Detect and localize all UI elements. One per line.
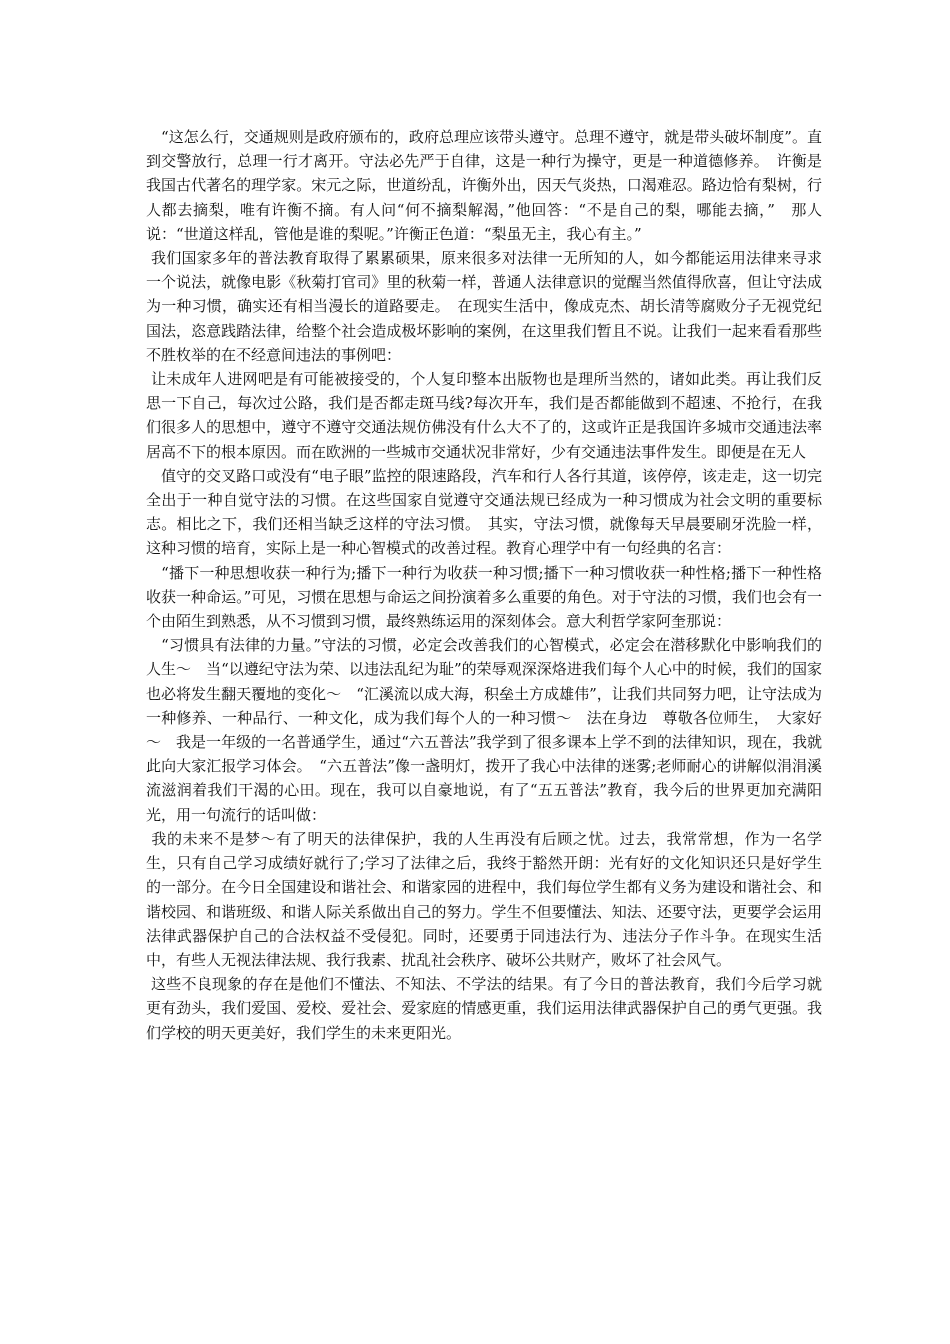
paragraph: 值守的交叉路口或没有“电子眼”监控的限速路段，汽车和行人各行其道，该停停，该走走，这一切完全出于一种自觉守法的习惯。在这些国家自觉遵守交通法规已经成为一种习惯成为社会文明的重要标志。相比之下，我们还相当缺乏这样的守法习惯。 其实，守法习惯，就像每天早晨要刷牙洗脸一样，这种习惯的培育，实际上是一种心智模式的改善过程。教育心理学中有一句经典的名言： — [146, 466, 822, 558]
paragraph: 这些不良现象的存在是他们不懂法、不知法、不学法的结果。有了今日的普法教育，我们今后学习就更有劲头，我们爱国、爱校、爱社会、爱家庭的情感更重，我们运用法律武器保护自己的勇气更强。我们学校的明天更美好，我们学生的未来更阳光。 — [146, 975, 822, 1042]
paragraph: 我的未来不是梦～有了明天的法律保护，我的人生再没有后顾之忧。过去，我常常想，作为一名学生，只有自己学习成绩好就行了;学习了法律之后，我终于豁然开朗：光有好的文化知识还只是好学生的一部分。在今日全国建设和谐社会、和谐家园的进程中，我们每位学生都有义务为建设和谐社会、和谐校园、和谐班级、和谐人际关系做出自己的努力。学生不但要懂法、知法、还要守法，更要学会运用法律武器保护自己的合法权益不受侵犯。同时，还要勇于同违法行为、违法分子作斗争。在现实生活中，有些人无视法律法规、我行我素、扰乱社会秩序、破坏公共财产，败坏了社会风气。 — [146, 829, 822, 969]
paragraph: “这怎么行，交通规则是政府颁布的，政府总理应该带头遵守。总理不遵守，就是带头破坏制度”。直到交警放行，总理一行才离开。守法必先严于自律，这是一种行为操守，更是一种道德修养。 许衡是我国古代著名的理学家。宋元之际，世道纷乱，许衡外出，因天气炎热，口渴难忍。路边恰有梨树，行人都去摘梨，唯有许衡不摘。有人问“何不摘梨解渴，”他回答：“不是自己的梨，哪能去摘，” 那人说：“世道这样乱，管他是谁的梨呢。”许衡正色道：“梨虽无主，我心有主。” — [146, 128, 822, 243]
paragraph: 让未成年人进网吧是有可能被接受的，个人复印整本出版物也是理所当然的，诸如此类。再让我们反思一下自己，每次过公路，我们是否都走斑马线?每次开车，我们是否都能做到不超速、不抢行，在我们很多人的思想中，遵守不遵守交通法规仿佛没有什么大不了的，这或许正是我国许多城市交通违法率居高不下的根本原因。而在欧洲的一些城市交通状况非常好，少有交通违法事件发生。即便是在无人 — [146, 370, 822, 461]
document-body — [146, 125, 822, 1045]
paragraph: “习惯具有法律的力量。”守法的习惯，必定会改善我们的心智模式，必定会在潜移默化中影响我们的人生～ 当“以遵纪守法为荣、以违法乱纪为耻”的荣辱观深深烙进我们每个人心中的时候，我们的国家也必将发生翻天覆地的变化～ “汇溪流以成大海，积垒土方成雄伟”，让我们共同努力吧，让守法成为一种修养、一种品行、一种文化，成为我们每个人的一种习惯～ 法在身边 尊敬各位师生， 大家好～ 我是一年级的一名普通学生，通过“六五普法”我学到了很多课本上学不到的法律知识，现在，我就此向大家汇报学习体会。 “六五普法”像一盏明灯，拨开了我心中法律的迷雾;老师耐心的讲解似涓涓溪流滋润着我们干渴的心田。现在，我可以自豪地说，有了“五五普法”教育，我今后的世界更加充满阳光，用一句流行的话叫做： — [146, 636, 822, 824]
paragraph: 我们国家多年的普法教育取得了累累硕果，原来很多对法律一无所知的人，如今都能运用法律来寻求一个说法，就像电影《秋菊打官司》里的秋菊一样，普通人法律意识的觉醒当然值得欣喜，但让守法成为一种习惯，确实还有相当漫长的道路要走。 在现实生活中，像成克杰、胡长清等腐败分子无视党纪国法，恣意践踏法律，给整个社会造成极坏影响的案例，在这里我们暂且不说。让我们一起来看看那些不胜枚举的在不经意间违法的事例吧： — [146, 249, 822, 364]
paragraph: “播下一种思想收获一种行为;播下一种行为收获一种习惯;播下一种习惯收获一种性格;播下一种性格收获一种命运。”可见，习惯在思想与命运之间扮演着多么重要的角色。对于守法的习惯，我们也会有一个由陌生到熟悉，从不习惯到习惯，最终熟练运用的深刻体会。意大利哲学家阿奎那说： — [146, 563, 822, 631]
